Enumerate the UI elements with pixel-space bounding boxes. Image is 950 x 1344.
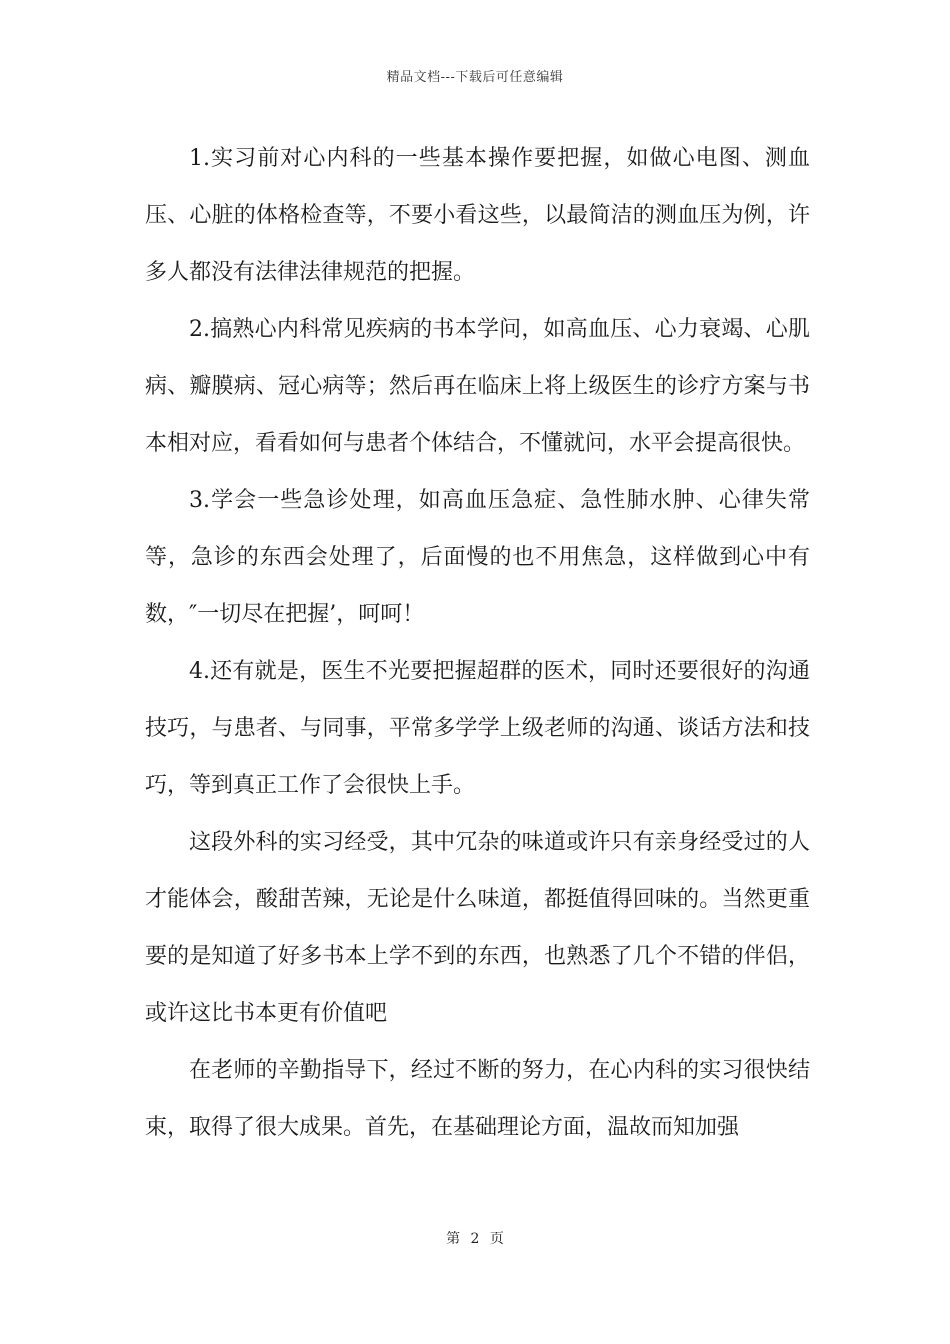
page-footer (0, 1228, 950, 1248)
body-text (145, 130, 810, 1156)
footer-prefix: 第 (446, 1231, 461, 1247)
page-header: 精品文档---下载后可任意编辑 (386, 70, 564, 85)
paragraph-5: 这段外科的实习经受，其中冗杂的味道或许只有亲身经受过的人才能体会，酸甜苦辣，无论是什么味道，都挺值得回味的。当然更重要的是知道了好多书本上学不到的东西，也熟悉了几个不错的伴侣，或许这比书本更有价值吧 (145, 830, 810, 1026)
paragraph-2: 2.搞熟心内科常见疾病的书本学问，如高血压、心力衰竭、心肌病、瓣膜病、冠心病等；然后再在临床上将上级医生的诊疗方案与书本相对应，看看如何与患者个体结合，不懂就问，水平会提高很快。 (145, 317, 810, 456)
paragraph-3: 3.学会一些急诊处理，如高血压急症、急性肺水肿、心律失常等，急诊的东西会处理了，后面慢的也不用焦急，这样做到心中有数，″一切尽在把握’，呵呵！ (145, 488, 810, 627)
page-number: 2 (470, 1231, 480, 1247)
paragraph-4: 4.还有就是，医生不光要把握超群的医术，同时还要很好的沟通技巧，与患者、与同事，平常多学学上级老师的沟通、谈话方法和技巧，等到真正工作了会很快上手。 (145, 659, 810, 798)
paragraph-1: 1.实习前对心内科的一些基本操作要把握，如做心电图、测血压、心脏的体格检查等，不要小看这些，以最简洁的测血压为例，许多人都没有法律法律规范的把握。 (145, 146, 810, 285)
footer-suffix: 页 (489, 1231, 504, 1247)
paragraph-6: 在老师的辛勤指导下，经过不断的努力，在心内科的实习很快结束，取得了很大成果。首先，在基础理论方面，温故而知加强 (145, 1058, 810, 1140)
